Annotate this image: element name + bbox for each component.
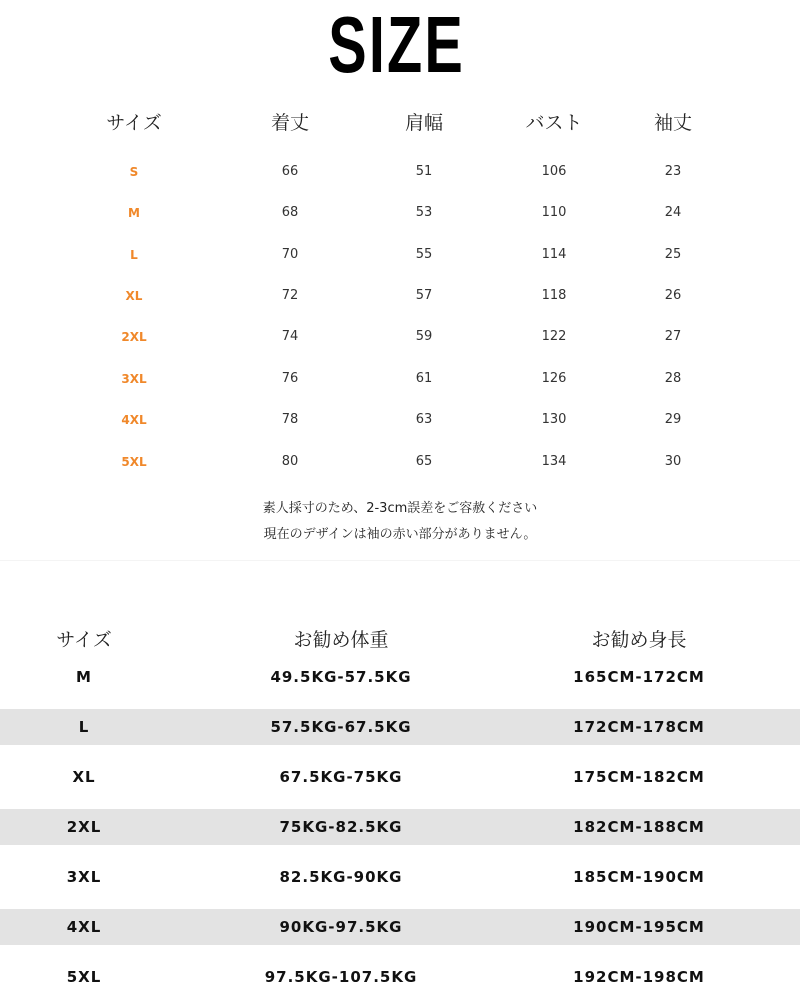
table-row (0, 759, 800, 795)
sleeve-value: 25 (664, 247, 682, 262)
page-title: SIZE (328, 0, 465, 89)
bust-value: 122 (541, 329, 567, 344)
height-range: 165CM-172CM (573, 668, 705, 686)
weight-range: 82.5KG-90KG (279, 868, 403, 886)
weight-range: 90KG-97.5KG (279, 918, 403, 936)
size-label: 2XL (66, 818, 102, 836)
table-row (0, 364, 800, 394)
height-range: 172CM-178CM (573, 718, 705, 736)
size-label: M (128, 206, 140, 220)
table-row (0, 322, 800, 352)
length-value: 72 (281, 288, 299, 303)
header-size: サイズ (106, 112, 162, 134)
header-shoulder: 肩幅 (404, 112, 443, 134)
weight-range: 49.5KG-57.5KG (270, 668, 412, 686)
sleeve-value: 30 (664, 454, 682, 469)
table-row (0, 909, 800, 945)
table-row (0, 157, 800, 187)
height-range: 182CM-188CM (573, 818, 705, 836)
weight-range: 57.5KG-67.5KG (270, 718, 412, 736)
bust-value: 114 (541, 247, 567, 262)
size-label: L (130, 248, 138, 262)
shoulder-value: 55 (415, 247, 433, 262)
bust-value: 118 (541, 288, 567, 303)
shoulder-value: 65 (415, 454, 433, 469)
weight-range: 67.5KG-75KG (279, 768, 403, 786)
sleeve-value: 26 (664, 288, 682, 303)
length-value: 70 (281, 247, 299, 262)
recommendation-header-row (0, 620, 800, 660)
shoulder-value: 59 (415, 329, 433, 344)
section-divider (0, 560, 800, 561)
length-value: 68 (281, 205, 299, 220)
size-label: 4XL (121, 413, 147, 427)
bust-value: 126 (541, 371, 567, 386)
bust-value: 110 (541, 205, 567, 220)
header-height: お勧め身長 (591, 629, 687, 651)
table-row (0, 709, 800, 745)
sleeve-value: 29 (664, 412, 682, 427)
table-row (0, 859, 800, 895)
bust-value: 134 (541, 454, 567, 469)
sleeve-value: 28 (664, 371, 682, 386)
size-label: XL (125, 289, 143, 303)
length-value: 80 (281, 454, 299, 469)
table-row (0, 959, 800, 995)
length-value: 76 (281, 371, 299, 386)
measurement-note: 素人採寸のため、2-3cm誤差をご容赦ください (262, 501, 538, 516)
size-label: XL (72, 768, 96, 786)
sleeve-value: 27 (664, 329, 682, 344)
size-label: L (78, 718, 90, 736)
table-row (0, 281, 800, 311)
size-label: 4XL (66, 918, 102, 936)
size-label: 5XL (66, 968, 102, 986)
length-value: 74 (281, 329, 299, 344)
bust-value: 106 (541, 164, 567, 179)
weight-range: 97.5KG-107.5KG (264, 968, 418, 986)
shoulder-value: 57 (415, 288, 433, 303)
table-row (0, 447, 800, 477)
header-length: 着丈 (270, 112, 309, 134)
sleeve-value: 24 (664, 205, 682, 220)
size-label: S (129, 165, 139, 179)
bust-value: 130 (541, 412, 567, 427)
table-row (0, 198, 800, 228)
shoulder-value: 51 (415, 164, 433, 179)
table-row (0, 659, 800, 695)
header-weight: お勧め体重 (293, 629, 389, 651)
length-value: 78 (281, 412, 299, 427)
size-label: 2XL (121, 330, 147, 344)
header-sleeve: 袖丈 (653, 112, 692, 134)
table-row (0, 240, 800, 270)
shoulder-value: 61 (415, 371, 433, 386)
height-range: 190CM-195CM (573, 918, 705, 936)
shoulder-value: 63 (415, 412, 433, 427)
header-size: サイズ (56, 629, 112, 651)
design-note: 現在のデザインは袖の赤い部分がありません。 (263, 527, 537, 542)
table-row (0, 809, 800, 845)
size-label: M (76, 668, 92, 686)
length-value: 66 (281, 164, 299, 179)
table-row (0, 405, 800, 435)
height-range: 185CM-190CM (573, 868, 705, 886)
size-chart-header-row (0, 108, 800, 138)
size-label: 3XL (66, 868, 102, 886)
height-range: 192CM-198CM (573, 968, 705, 986)
header-bust: バスト (525, 112, 583, 134)
size-label: 5XL (121, 455, 147, 469)
sleeve-value: 23 (664, 164, 682, 179)
shoulder-value: 53 (415, 205, 433, 220)
weight-range: 75KG-82.5KG (279, 818, 403, 836)
size-label: 3XL (121, 372, 147, 386)
height-range: 175CM-182CM (573, 768, 705, 786)
